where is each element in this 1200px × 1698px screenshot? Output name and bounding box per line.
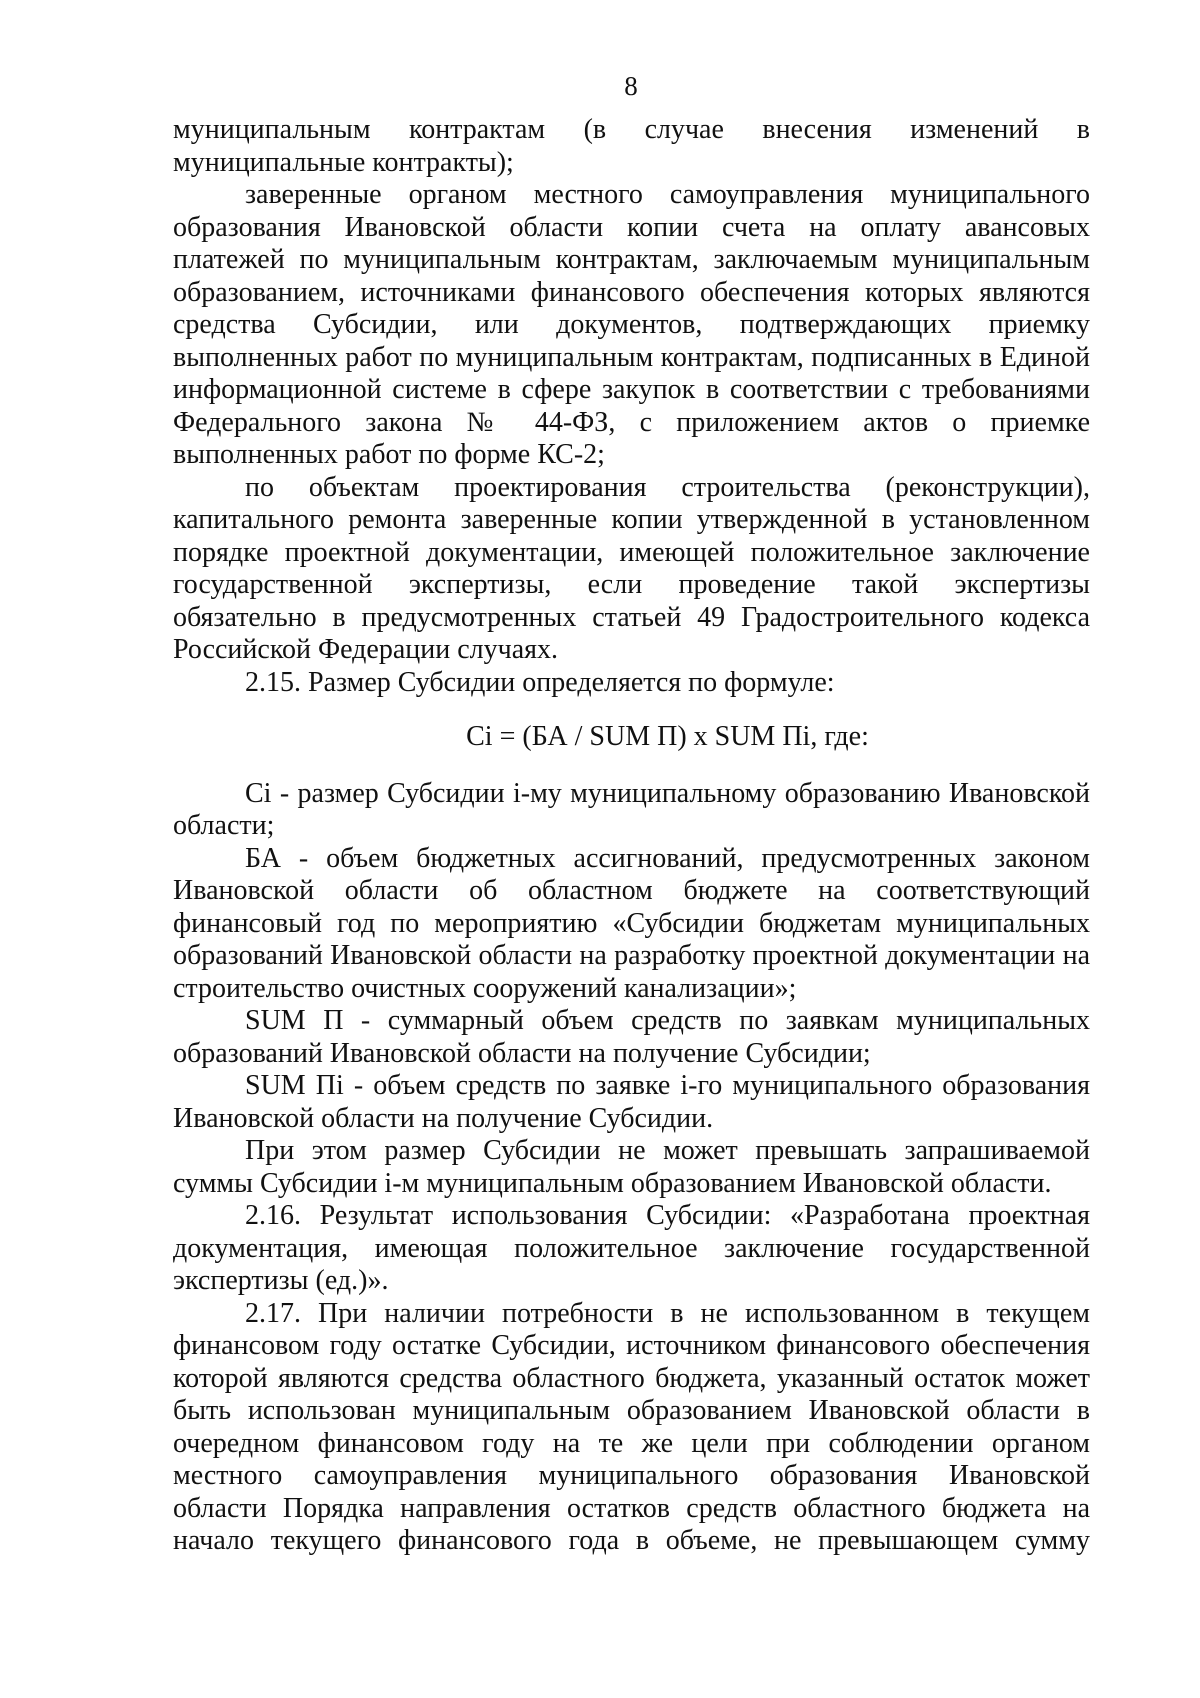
definition-ci: Ci - размер Субсидии i-му муниципальному образованию Ивановской области; [173, 777, 1090, 841]
paragraph-certified-invoices: заверенные органом местного самоуправления муниципального образования Ивановской области копии счета на оплату авансовых платежей по муниципальным контрактам, заключаемым муниципальным образованием, источниками финансового обеспечения которых являются средства Субсидии, или документов, подтверждающих приемку выполненных работ по муниципальным контрактам, подписанных в Единой информационной системе в сфере закупок в соответствии с требованиями Федерального закона № 44-ФЗ, с приложением актов о приемке выполненных работ по форме КС-2; [173, 179, 1090, 470]
paragraph-contracts-changes: муниципальным контрактам (в случае внесения изменений в муниципальные контракты); [173, 114, 1090, 178]
subsidy-formula: Ci = (БА / SUM П) x SUM Пi, где: [466, 721, 869, 752]
paragraph-design-objects: по объектам проектирования строительства (реконструкции), капитального ремонта заверенные копии утвержденной в установленном порядке проектной документации, имеющей положительное заключение государственной экспертизы, если проведение такой экспертизы обязательно в предусмотренных статьей 49 Градостроительного кодекса Российской Федерации случаях. [173, 471, 1090, 665]
paragraph-2-15-heading: 2.15. Размер Субсидии определяется по формуле: [245, 666, 835, 698]
definition-ba: БА - объем бюджетных ассигнований, предусмотренных законом Ивановской области об областном бюджете на соответствующий финансовый год по мероприятию «Субсидии бюджетам муниципальных образований Ивановской области на разработку проектной документации на строительство очистных сооружений канализации»; [173, 842, 1090, 1004]
definition-sum-pi: SUM Пi - объем средств по заявке i-го муниципального образования Ивановской области на получение Субсидии. [173, 1070, 1090, 1134]
page-number: 8 [624, 71, 638, 101]
paragraph-2-17-remainder: 2.17. При наличии потребности в не использованном в текущем финансовом году остатке Субсидии, источником финансового обеспечения которой являются средства областного бюджета, указанный остаток может быть использован муниципальным образованием Ивановской области в очередном финансовом году на те же цели при соблюдении органом местного самоуправления муниципального образования Ивановской области Порядка направления остатков средств областного бюджета на начало текущего финансового года в объеме, не превышающем сумму [173, 1297, 1090, 1556]
definition-sum-p: SUM П - суммарный объем средств по заявкам муниципальных образований Ивановской области на получение Субсидии; [173, 1005, 1090, 1069]
paragraph-2-16-result: 2.16. Результат использования Субсидии: «Разработана проектная документация, имеющая положительное заключение государственной экспертизы (ед.)». [173, 1200, 1090, 1296]
paragraph-subsidy-limit: При этом размер Субсидии не может превышать запрашиваемой суммы Субсидии i-м муниципальным образованием Ивановской области. [173, 1135, 1090, 1199]
document-body [173, 114, 1090, 1558]
